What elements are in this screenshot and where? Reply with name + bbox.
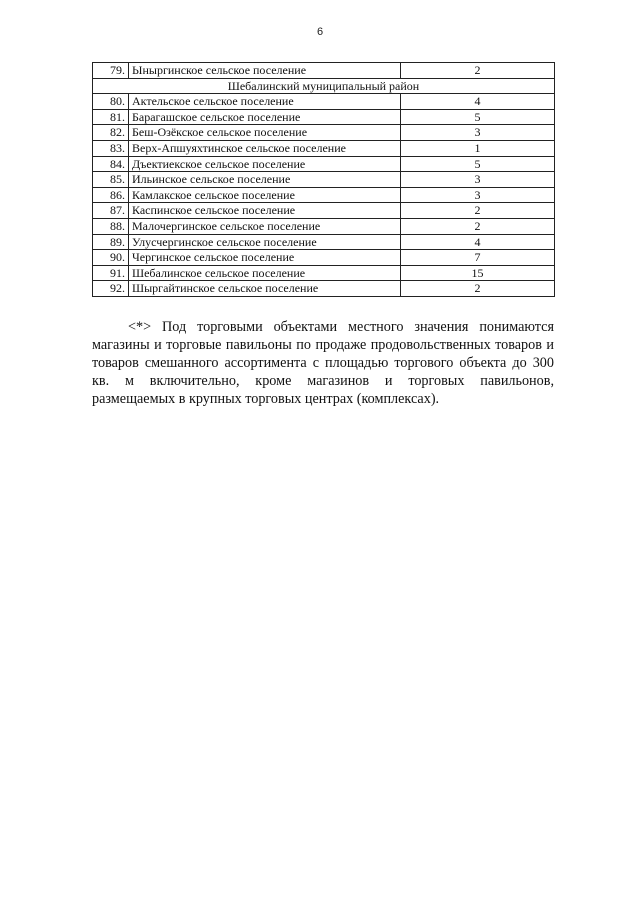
row-number-cell: 90. — [93, 250, 129, 266]
object-count-cell: 7 — [401, 250, 555, 266]
row-number-cell: 84. — [93, 156, 129, 172]
table-row — [93, 265, 555, 281]
settlement-name-cell: Улусчергинское сельское поселение — [129, 234, 401, 250]
object-count-cell: 4 — [401, 94, 555, 110]
row-number-cell: 92. — [93, 281, 129, 297]
settlement-name-cell: Шыргайтинское сельское поселение — [129, 281, 401, 297]
object-count-cell: 3 — [401, 125, 555, 141]
district-heading-row — [93, 78, 555, 94]
settlement-name-cell: Каспинское сельское поселение — [129, 203, 401, 219]
object-count-cell: 1 — [401, 140, 555, 156]
row-number-cell: 89. — [93, 234, 129, 250]
settlement-name-cell: Беш-Озёкское сельское поселение — [129, 125, 401, 141]
settlement-name-cell: Камлакское сельское поселение — [129, 187, 401, 203]
table-row — [93, 63, 555, 79]
settlements-table — [92, 62, 555, 297]
settlement-name-cell: Малочергинское сельское поселение — [129, 218, 401, 234]
table-row — [93, 203, 555, 219]
settlement-name-cell: Чергинское сельское поселение — [129, 250, 401, 266]
row-number-cell: 85. — [93, 172, 129, 188]
settlement-name-cell: Ильинское сельское поселение — [129, 172, 401, 188]
row-number-cell: 91. — [93, 265, 129, 281]
settlement-name-cell: Шебалинское сельское поселение — [129, 265, 401, 281]
row-number-cell: 87. — [93, 203, 129, 219]
table-row — [93, 187, 555, 203]
object-count-cell: 5 — [401, 109, 555, 125]
table-row — [93, 140, 555, 156]
row-number-cell: 82. — [93, 125, 129, 141]
settlement-name-cell: Ыныргинское сельское поселение — [129, 63, 401, 79]
settlement-name-cell: Барагашское сельское поселение — [129, 109, 401, 125]
district-heading: Шебалинский муниципальный район — [93, 78, 555, 94]
object-count-cell: 2 — [401, 218, 555, 234]
row-number-cell: 79. — [93, 63, 129, 79]
object-count-cell: 3 — [401, 187, 555, 203]
table-row — [93, 281, 555, 297]
footnote: <*> Под торговыми объектами местного значения понимаются магазины и торговые павильоны по продаже продовольственных товаров и товаров смешанного ассортимента с площадью торгового объекта до 300 кв. м включительно, кроме магазинов и торговых павильонов, размещаемых в крупных торговых центрах (комплексах). — [92, 319, 554, 407]
row-number-cell: 83. — [93, 140, 129, 156]
table-row — [93, 94, 555, 110]
object-count-cell: 5 — [401, 156, 555, 172]
row-number-cell: 86. — [93, 187, 129, 203]
table-row — [93, 156, 555, 172]
settlement-name-cell: Актельское сельское поселение — [129, 94, 401, 110]
row-number-cell: 80. — [93, 94, 129, 110]
settlement-name-cell: Дъектиекское сельское поселение — [129, 156, 401, 172]
object-count-cell: 2 — [401, 203, 555, 219]
object-count-cell: 2 — [401, 63, 555, 79]
object-count-cell: 3 — [401, 172, 555, 188]
object-count-cell: 15 — [401, 265, 555, 281]
table-row — [93, 250, 555, 266]
table-row — [93, 109, 555, 125]
row-number-cell: 88. — [93, 218, 129, 234]
object-count-cell: 2 — [401, 281, 555, 297]
page-number: 6 — [316, 26, 324, 38]
table-row — [93, 172, 555, 188]
table-row — [93, 218, 555, 234]
table-row — [93, 125, 555, 141]
table-row — [93, 234, 555, 250]
object-count-cell: 4 — [401, 234, 555, 250]
settlement-name-cell: Верх-Апшуяхтинское сельское поселение — [129, 140, 401, 156]
row-number-cell: 81. — [93, 109, 129, 125]
settlements-table-body — [93, 63, 555, 297]
